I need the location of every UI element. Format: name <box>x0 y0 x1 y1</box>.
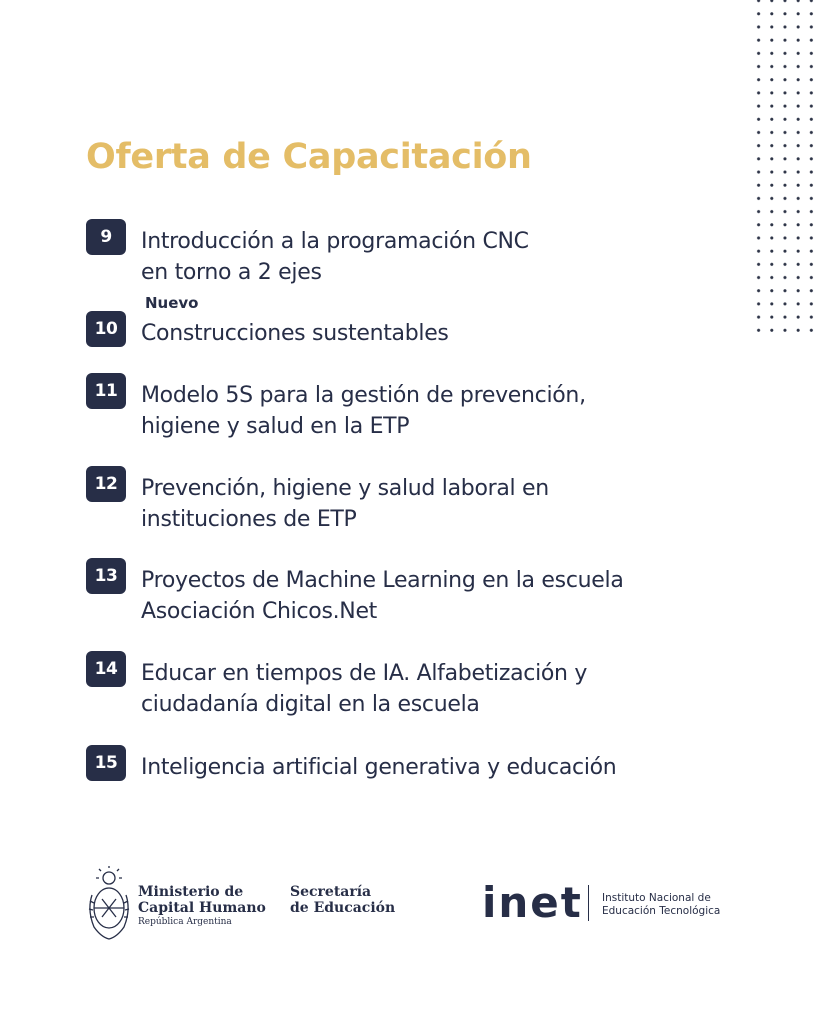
course-title-line2: higiene y salud en la ETP <box>141 414 410 439</box>
page-title: Oferta de Capacitación <box>86 137 532 177</box>
course-title <box>141 752 616 783</box>
course-title-line2: instituciones de ETP <box>141 507 357 532</box>
argentina-coat-of-arms-icon <box>86 865 132 941</box>
course-title-line1: Educar en tiempos de IA. Alfabetización y <box>141 661 588 686</box>
course-title-line1: Proyectos de Machine Learning en la escuela <box>141 568 624 593</box>
ministry-logo-text: Ministerio de Capital Humano República Argentina <box>138 884 266 927</box>
course-item-9 <box>86 219 760 312</box>
dot-grid-decoration <box>752 0 818 336</box>
course-number-badge: 15 <box>86 745 126 781</box>
course-number-badge: 11 <box>86 373 126 409</box>
course-item-12 <box>86 466 760 536</box>
course-title-line2: Asociación Chicos.Net <box>141 599 378 624</box>
course-item-13 <box>86 558 760 628</box>
course-item-14 <box>86 651 760 721</box>
logo-divider <box>588 885 589 921</box>
course-title <box>141 380 586 442</box>
course-title <box>141 473 549 535</box>
course-title-line1: Construcciones sustentables <box>141 321 449 346</box>
course-item-15 <box>86 745 760 785</box>
course-title-line1: Introducción a la programación CNC <box>141 229 529 254</box>
course-item-11 <box>86 373 760 443</box>
course-title-line2: ciudadanía digital en la escuela <box>141 692 480 717</box>
course-title-line1: Inteligencia artificial generativa y educación <box>141 755 617 780</box>
course-title <box>141 318 449 349</box>
course-number-badge: 10 <box>86 311 126 347</box>
new-badge: Nuevo <box>145 294 199 312</box>
course-number-badge: 14 <box>86 651 126 687</box>
course-title-line1: Modelo 5S para la gestión de prevención, <box>141 383 586 408</box>
inet-full-name: Instituto Nacional de Educación Tecnológica <box>602 892 721 917</box>
course-item-10 <box>86 311 760 351</box>
footer-logos <box>86 865 756 945</box>
course-title <box>141 226 529 319</box>
secretaria-logo-text: Secretaría de Educación <box>290 884 396 916</box>
course-title <box>141 565 624 627</box>
course-number-badge: 9 <box>86 219 126 255</box>
course-number-badge: 13 <box>86 558 126 594</box>
course-title-line1: Prevención, higiene y salud laboral en <box>141 476 549 501</box>
course-title-line2: en torno a 2 ejes Nuevo <box>141 257 529 319</box>
inet-logo: inet <box>482 878 583 927</box>
course-number-badge: 12 <box>86 466 126 502</box>
course-title <box>141 658 587 720</box>
